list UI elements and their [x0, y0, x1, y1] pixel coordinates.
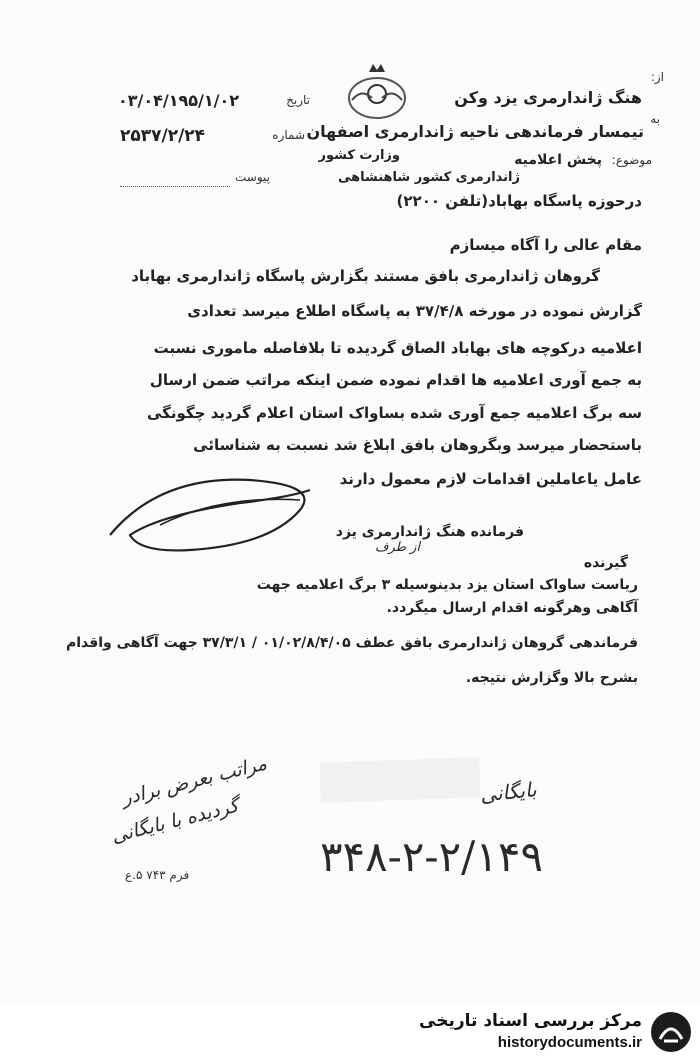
- body-line-3: اعلامیه درکوچه های بهاباد الصاق گردیده تا بلافاصله ماموری نسبت: [153, 339, 642, 357]
- footer-url[interactable]: historydocuments.ir: [497, 1034, 642, 1051]
- jurisdiction: درحوزه پاسگاه بهاباد(تلفن ۲۲۰۰): [396, 192, 642, 210]
- body-line-4: به جمع آوری اعلامیه ها اقدام نموده ضمن اینکه مراتب ضمن ارسال: [149, 371, 642, 389]
- body-line-5: سه برگ اعلامیه جمع آوری شده بساواک استان اعلام گردید چگونگی: [147, 404, 642, 422]
- recipients-line-4: بشرح بالا وگزارش نتیجه.: [465, 670, 638, 686]
- handwritten-word: بایگانی: [478, 777, 538, 807]
- body-line-1: گروهان ژاندارمری بافق مستند بگزارش پاسگاه ژاندارمری بهاباد: [131, 267, 600, 285]
- handwritten-note-1: مراتب بعرض برادر: [119, 752, 270, 810]
- date-value: ۰۳/۰۴/۱۹۵/۱/۰۲: [118, 91, 240, 110]
- form-number: فرم ۷۴۳ ۵.ع: [125, 868, 190, 882]
- subject-label: موضوع:: [611, 153, 652, 167]
- recipients-label: گیرنده: [583, 555, 628, 571]
- org-name: ژاندارمری کشور شاهنشاهی: [337, 170, 520, 185]
- handwritten-note-2: گردیده با بایگانی: [109, 794, 241, 848]
- body-line-7: عامل یاعاملین اقدامات لازم معمول دارند: [339, 470, 642, 488]
- recipients-line-1: ریاست ساواک استان یزد بدینوسیله ۳ برگ اعلامیه جهت: [256, 577, 638, 593]
- archive-logo-icon: [650, 1011, 692, 1053]
- date-label: تاریخ: [286, 93, 310, 107]
- salutation: مقام عالی را آگاه میسازم: [449, 236, 642, 254]
- file-number: ۳۴۸-۲-۲/۱۴۹: [320, 832, 544, 881]
- footer-title: مرکز بررسی اسناد تاریخی: [419, 1011, 642, 1031]
- recipients-line-3: فرماندهی گروهان ژاندارمری بافق عطف ۰۱/۰۲/۸/۴/۰۵ / ۳۷/۳/۱ جهت آگاهی واقدام: [65, 635, 638, 651]
- body-line-2: گزارش نموده در مورخه ۳۷/۴/۸ به پاسگاه اطلاع میرسد تعدادی: [187, 302, 642, 320]
- number-label: شماره: [272, 128, 305, 142]
- to-label: به: [650, 112, 660, 126]
- body-line-6: باستحضار میرسد وبگروهان بافق ابلاغ شد نسبت به شناسائی: [193, 436, 642, 454]
- attachment-line: [120, 186, 230, 187]
- faint-stamp: [319, 757, 480, 803]
- number-value: ۲۵۳۷/۲/۲۴: [120, 126, 206, 146]
- ministry: وزارت کشور: [318, 148, 400, 163]
- from-label: از:: [650, 70, 664, 84]
- from-value: هنگ ژاندارمری یزد وکن: [454, 88, 642, 107]
- to-value: تیمسار فرماندهی ناحیه ژاندارمری اصفهان: [306, 122, 644, 141]
- recipients-line-2: آگاهی وهرگونه اقدام ارسال میگردد.: [386, 600, 638, 616]
- signature-title: فرمانده هنگ ژاندارمری یزد: [335, 524, 524, 540]
- footer: [0, 1003, 700, 1059]
- signature-sub: از طرف: [374, 540, 420, 555]
- subject-value: پخش اعلامیه: [514, 152, 602, 168]
- emblem-seal-icon: [342, 58, 412, 128]
- signature-scribble: [100, 455, 340, 575]
- attachment-label: پیوست: [235, 170, 270, 184]
